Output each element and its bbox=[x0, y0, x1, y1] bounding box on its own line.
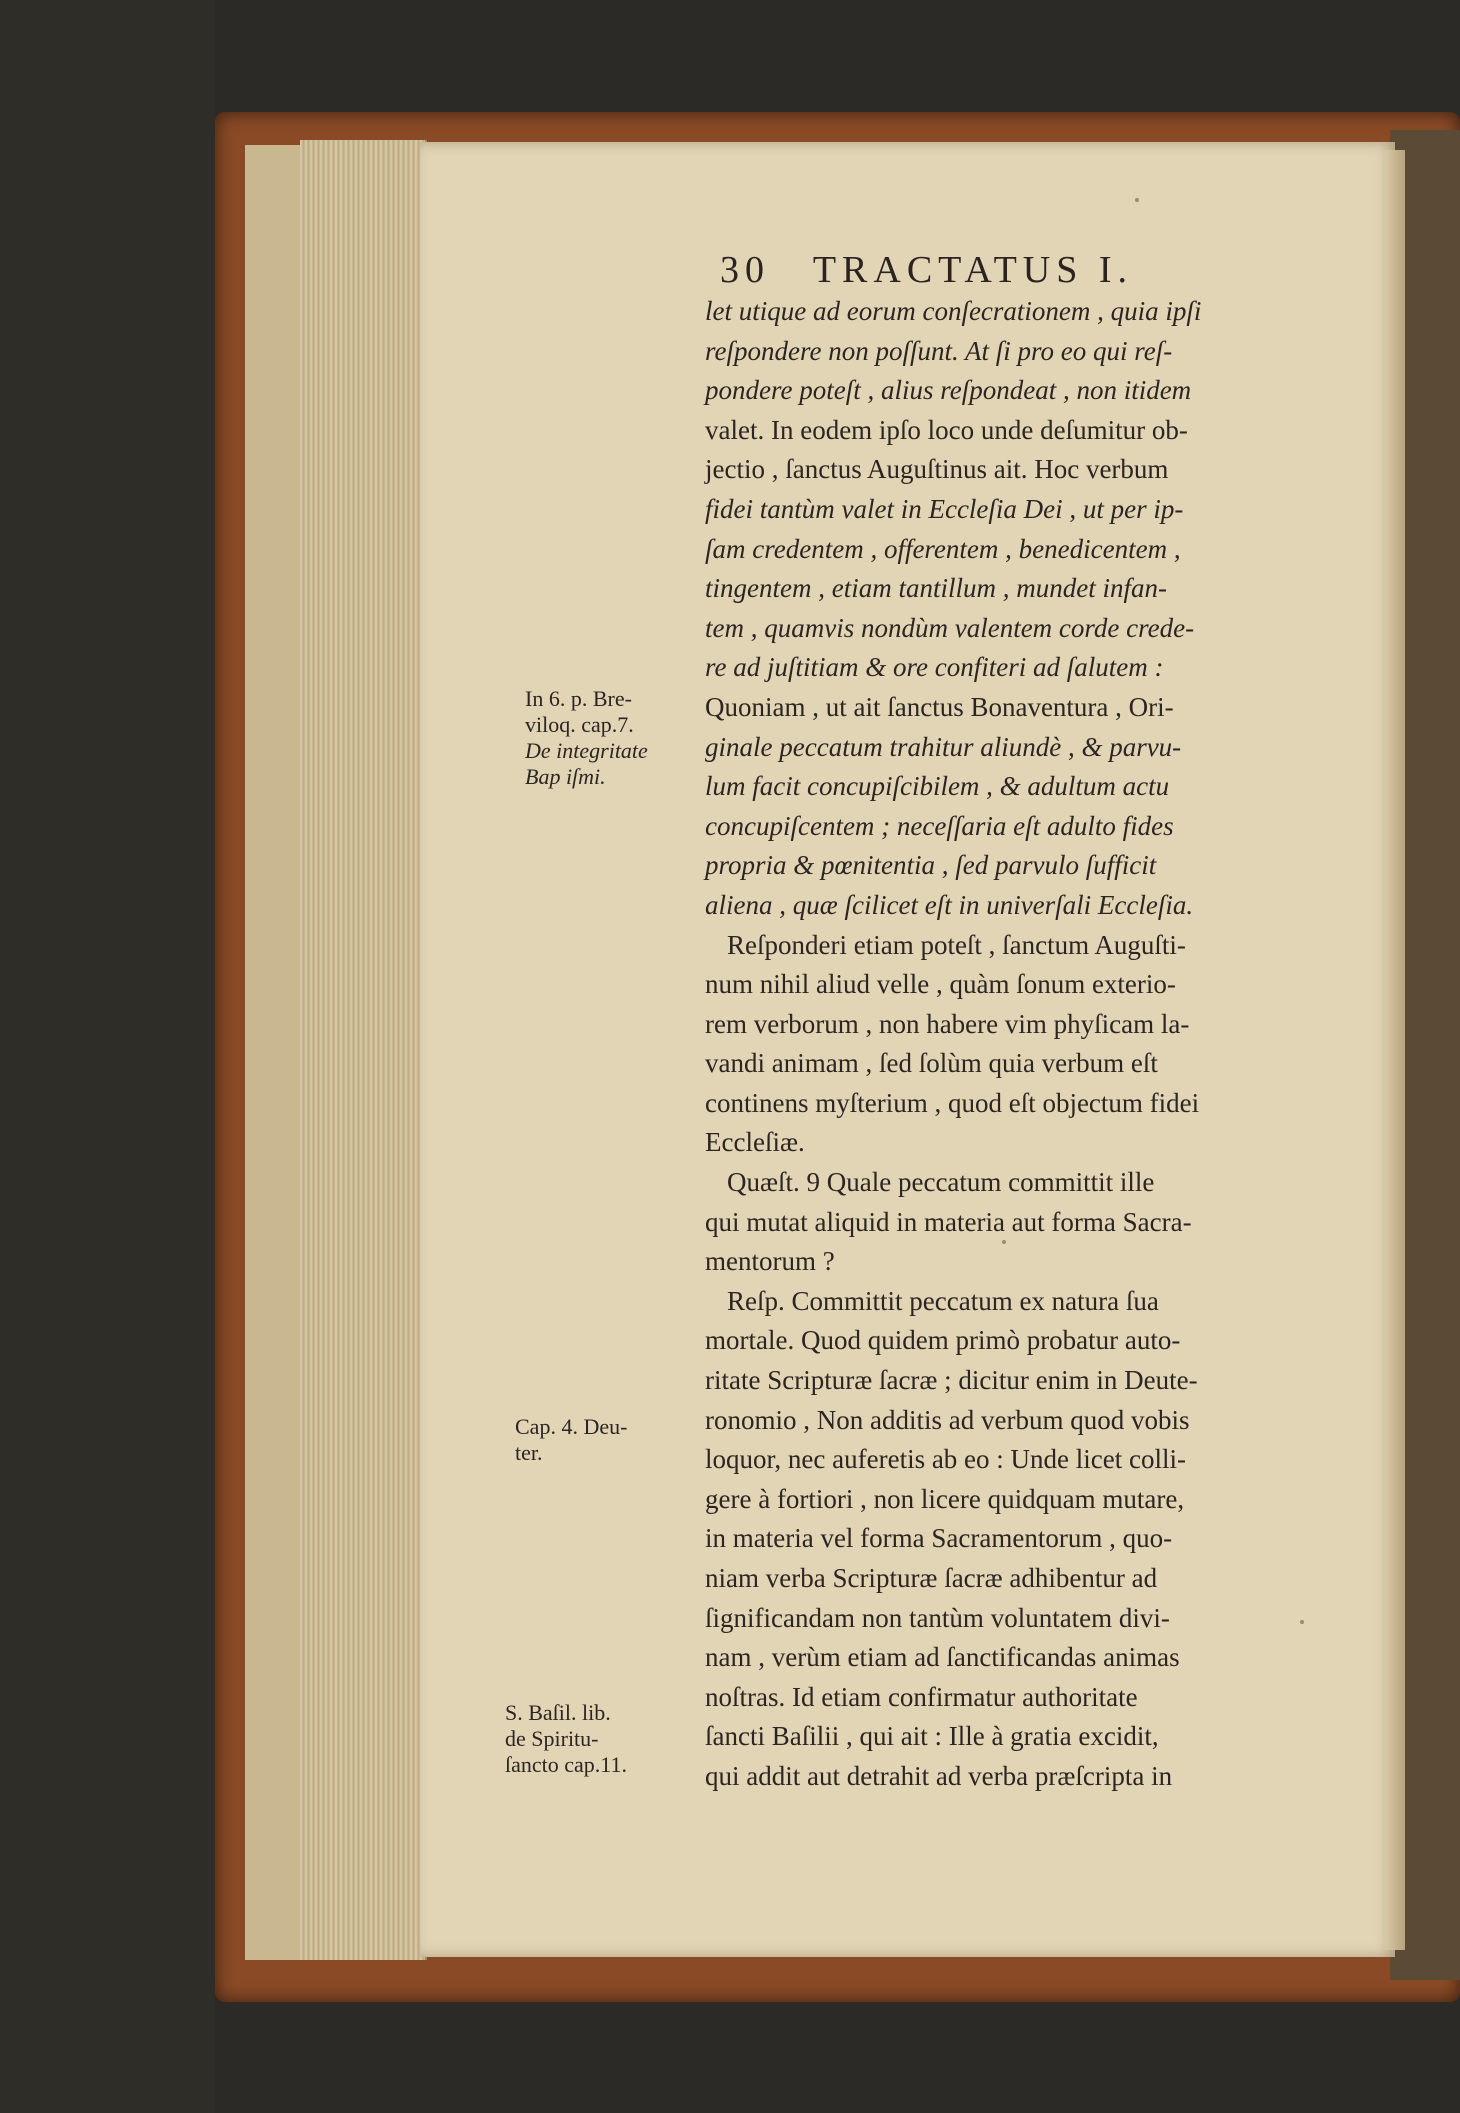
text-line: aliena , quæ ſcilicet eſt in univerſali Eccleſia. bbox=[705, 889, 1194, 920]
text-line: pondere poteſt , alius reſpondeat , non itidem bbox=[705, 375, 1192, 406]
text-line: valet. In eodem ipſo loco unde deſumitur ob- bbox=[705, 414, 1188, 445]
text-line: qui mutat aliquid in materia aut forma Sacra- bbox=[705, 1206, 1192, 1237]
text-line: Eccleſiæ. bbox=[705, 1127, 805, 1158]
text-line: mortale. Quod quidem primò probatur auto- bbox=[705, 1325, 1181, 1356]
text-line: ſancti Baſilii , qui ait : Ille à gratia excidit, bbox=[705, 1721, 1159, 1752]
running-title: TRACTATUS I. bbox=[812, 249, 1134, 291]
page-number: 30 bbox=[720, 249, 770, 291]
text-line: gere à fortiori , non licere quidquam mutare, bbox=[705, 1483, 1185, 1514]
text-line: in materia vel forma Sacramentorum , quo- bbox=[705, 1523, 1173, 1554]
paper-speck bbox=[1002, 1240, 1006, 1244]
margin-note-line: Bap iſmi. bbox=[525, 764, 606, 789]
text-line: propria & pœnitentia , ſed parvulo ſufficit bbox=[705, 850, 1157, 881]
text-line: ronomio , Non additis ad verbum quod vobis bbox=[705, 1404, 1190, 1435]
paper-speck bbox=[1135, 198, 1139, 202]
text-line: Quæſt. 9 Quale peccatum committit ille bbox=[727, 1167, 1155, 1198]
text-line: rem verborum , non habere vim phyſicam la- bbox=[705, 1008, 1190, 1039]
margin-note-1 bbox=[525, 686, 648, 790]
page-edges bbox=[300, 140, 427, 1960]
text-line: jectio , ſanctus Auguſtinus ait. Hoc verbum bbox=[705, 454, 1169, 485]
text-line: re ad juſtitiam & ore confiteri ad ſalutem : bbox=[705, 652, 1164, 683]
text-line: Reſp. Committit peccatum ex natura ſua bbox=[727, 1285, 1159, 1316]
text-line: continens myſterium , quod eſt objectum fidei bbox=[705, 1087, 1200, 1118]
text-line: ginale peccatum trahitur aliundè , & parvu- bbox=[705, 731, 1182, 762]
margin-note-line: De integritate bbox=[525, 738, 648, 763]
margin-note-line: Cap. 4. Deu- bbox=[515, 1414, 628, 1439]
margin-note-line: In 6. p. Bre- bbox=[525, 686, 632, 711]
text-line: fidei tantùm valet in Eccleſia Dei , ut per ip- bbox=[705, 493, 1184, 524]
page-edge-left bbox=[245, 145, 303, 1960]
page-header bbox=[720, 248, 1360, 294]
text-line: Reſponderi etiam poteſt , ſanctum Auguſti- bbox=[727, 929, 1186, 960]
text-line: lum facit concupiſcibilem , & adultum actu bbox=[705, 771, 1170, 802]
text-line: niam verba Scripturæ ſacræ adhibentur ad bbox=[705, 1563, 1158, 1593]
text-line: ſignificandam non tantùm voluntatem divi- bbox=[705, 1602, 1170, 1633]
text-line: ſam credentem , offerentem , benedicentem , bbox=[705, 533, 1181, 564]
text-line: concupiſcentem ; neceſſaria eſt adulto fides bbox=[705, 810, 1174, 841]
text-line: mentorum ? bbox=[705, 1246, 835, 1277]
margin-note-2 bbox=[515, 1414, 627, 1466]
text-line: Quoniam , ut ait ſanctus Bonaventura , Ori- bbox=[705, 691, 1174, 722]
text-line: ritate Scripturæ ſacræ ; dicitur enim in Deute- bbox=[705, 1365, 1198, 1396]
paper-speck bbox=[1300, 1620, 1304, 1624]
text-line: noſtras. Id etiam confirmatur authoritate bbox=[705, 1681, 1138, 1712]
margin-note-line: ter. bbox=[515, 1440, 543, 1465]
text-line: tingentem , etiam tantillum , mundet infan- bbox=[705, 573, 1167, 604]
text-line: let utique ad eorum conſecrationem , quia ipſi bbox=[705, 296, 1202, 326]
text-line: tem , quamvis nondùm valentem corde crede- bbox=[705, 612, 1195, 643]
text-line: qui addit aut detrahit ad verba præſcripta in bbox=[705, 1760, 1173, 1791]
dark-background bbox=[0, 0, 215, 2113]
margin-note-line: de Spiritu- bbox=[505, 1726, 599, 1751]
margin-note-3 bbox=[505, 1700, 627, 1778]
margin-note-line: S. Baſil. lib. bbox=[505, 1700, 611, 1725]
text-line: loquor, nec auferetis ab eo : Unde licet colli- bbox=[705, 1444, 1186, 1475]
text-line: nam , verùm etiam ad ſanctificandas animas bbox=[705, 1642, 1180, 1673]
page-gutter bbox=[1385, 150, 1405, 1950]
body-text bbox=[705, 292, 1365, 1797]
text-line: num nihil aliud velle , quàm ſonum exterio- bbox=[705, 969, 1176, 1000]
margin-note-line: ſancto cap.11. bbox=[505, 1752, 627, 1777]
margin-note-line: viloq. cap.7. bbox=[525, 712, 634, 737]
text-line: vandi animam , ſed ſolùm quia verbum eſt bbox=[705, 1048, 1158, 1079]
text-line: reſpondere non poſſunt. At ſi pro eo qui reſ- bbox=[705, 335, 1173, 366]
